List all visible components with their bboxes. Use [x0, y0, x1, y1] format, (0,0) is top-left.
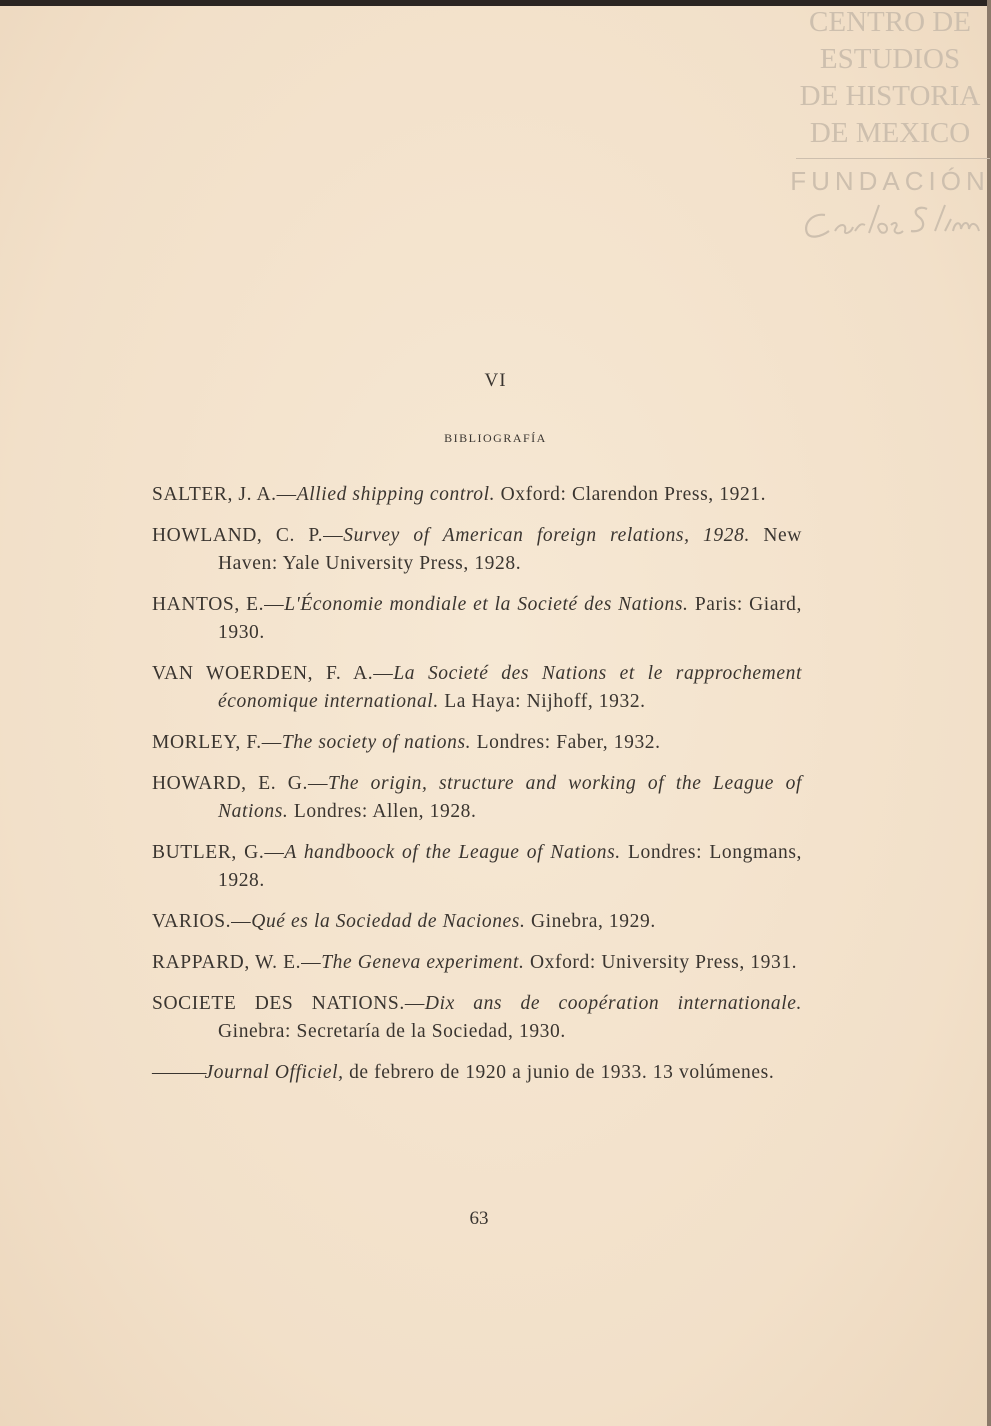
watermark-line: DE MEXICO — [809, 117, 971, 149]
entry-author: HANTOS, E. — [152, 594, 265, 615]
watermark-line: DE HISTORIA — [799, 80, 981, 112]
entry-author: RAPPARD, W. E. — [152, 952, 302, 973]
entry-publication: Londres: Faber, 1932. — [471, 732, 661, 753]
entry-publication: Ginebra: Secretaría de la Sociedad, 1930. — [218, 1021, 566, 1042]
entry-title: Dix ans de coopération internationale. — [424, 993, 802, 1014]
bibliography-entry: HOWARD, E. G.—The origin, structure and working of the League of Nations. Londres: Allen, 1928. — [152, 773, 803, 822]
watermark-divider — [796, 158, 990, 159]
entry-title: Journal Officiel, — [204, 1062, 344, 1083]
page-number: 63 — [469, 1208, 489, 1229]
bibliography-entry: MORLEY, F.—The society of nations. Londres: Faber, 1932. — [152, 732, 661, 753]
bibliography-entry: SALTER, J. A.—Allied shipping control. Oxford: Clarendon Press, 1921. — [152, 484, 767, 505]
entry-publication: Londres: Allen, 1928. — [288, 801, 477, 822]
entry-author: VAN WOERDEN, F. A. — [152, 663, 374, 684]
entry-author: SOCIETE DES NATIONS. — [152, 993, 405, 1014]
entry-title: La Societé des Nations et le rapprochement économique international. — [218, 663, 802, 712]
bibliography-entry: BUTLER, G.—A handboock of the League of Nations. Londres: Longmans, 1928. — [152, 842, 802, 891]
entry-title: Qué es la Sociedad de Naciones. — [251, 911, 526, 932]
entry-publication: Paris: Giard, 1930. — [218, 594, 802, 643]
entry-title: The society of nations. — [281, 732, 472, 753]
entry-author: HOWARD, E. G. — [152, 773, 308, 794]
signature-icon — [795, 201, 985, 245]
bibliography-entry: HOWLAND, C. P.—Survey of American foreign relations, 1928. New Haven: Yale University Press, 1928. — [152, 525, 802, 574]
entry-publication: Ginebra, 1929. — [525, 911, 656, 932]
bibliography-entry: HANTOS, E.—L'Économie mondiale et la Societé des Nations. Paris: Giard, 1930. — [152, 594, 802, 643]
watermark-line: CENTRO DE — [809, 6, 971, 38]
entry-author: MORLEY, F. — [152, 732, 262, 753]
entry-publication: Oxford: University Press, 1931. — [524, 952, 798, 973]
entry-author-repeat: ——— — [152, 1062, 205, 1083]
bibliography-list — [152, 481, 802, 1100]
bibliography-entry: VARIOS.—Qué es la Sociedad de Naciones. Ginebra, 1929. — [152, 911, 656, 932]
entry-title: A handboock of the League of Nations. — [284, 842, 621, 863]
entry-title: Survey of American foreign relations, 1928. — [343, 525, 750, 546]
entry-publication: New Haven: Yale University Press, 1928. — [218, 525, 802, 574]
entry-publication: de febrero de 1920 a junio de 1933. 13 volúmenes. — [343, 1062, 775, 1083]
entry-publication: Londres: Longmans, 1928. — [218, 842, 802, 891]
entry-title: The origin, structure and working of the League of Nations. — [218, 773, 803, 822]
bibliography-entry: SOCIETE DES NATIONS.—Dix ans de coopération internationale. Ginebra: Secretaría de la Sociedad, 1930. — [152, 993, 802, 1042]
chapter-number: VI — [484, 370, 507, 391]
entry-author: HOWLAND, C. P. — [152, 525, 324, 546]
watermark-foundation: FUNDACIÓN — [790, 166, 990, 196]
section-title: BIBLIOGRAFÍA — [444, 431, 547, 445]
archive-watermark — [790, 4, 990, 245]
bibliography-entry: RAPPARD, W. E.—The Geneva experiment. Oxford: University Press, 1931. — [152, 952, 798, 973]
entry-title: Allied shipping control. — [296, 484, 496, 505]
entry-publication: Oxford: Clarendon Press, 1921. — [495, 484, 767, 505]
entry-publication: La Haya: Nijhoff, 1932. — [438, 691, 646, 712]
entry-title: The Geneva experiment. — [321, 952, 525, 973]
bibliography-entry: VAN WOERDEN, F. A.—La Societé des Nations et le rapprochement économique international. La Haya: Nijhoff, 1932. — [152, 663, 802, 712]
entry-author: SALTER, J. A. — [152, 484, 277, 505]
entry-author: VARIOS. — [152, 911, 232, 932]
watermark-line: ESTUDIOS — [819, 43, 961, 75]
entry-author: BUTLER, G. — [152, 842, 265, 863]
bibliography-entry — [152, 1059, 802, 1087]
entry-title: L'Économie mondiale et la Societé des Nations. — [284, 594, 689, 615]
